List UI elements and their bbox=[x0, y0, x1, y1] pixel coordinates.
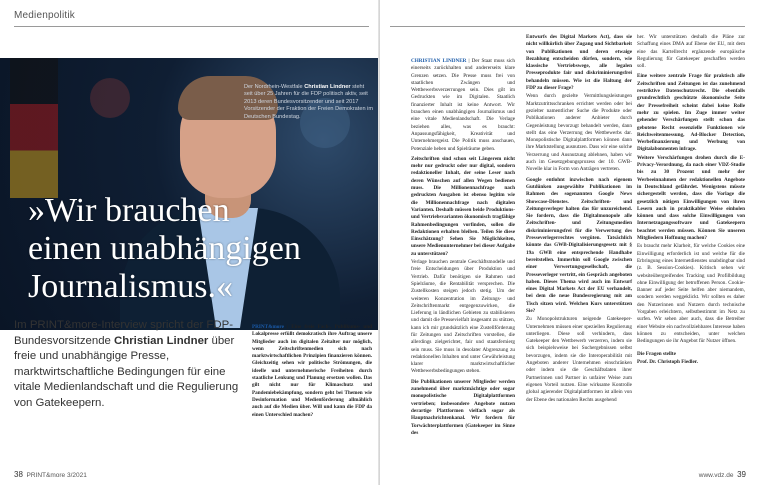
caption-text: steht seit über 25 Jahren für die FDP politisch aktiv, seit 2013 deren Bundesvorsitzender und seit 2017 Vorsitzender der Fraktion der Freien Demokraten im Deutschen Bundestag. bbox=[244, 84, 374, 120]
footer-url: www.vdz.de bbox=[698, 472, 734, 479]
page-number: 38 bbox=[14, 470, 23, 479]
question-text: | Eine freie Fach-, Publikums- und Lokalpresse erfüllt demokratisch ihre Auftrag unsere Mitglieder auch im digitalen Zeitalter nur möglich, wenn Zeitschriftenmedien sich nach marktwirtschaftlichen Prinzipien finanzieren können. Gleichzeitig sehen wir politische Strömungen, die ideelle und unternehmerische Freiheiten durch staatliche Lenkung und Planung ersetzen wollen. Das gilt nicht nur für Klimaschutz und Pandemiebekämpfung, sondern geht bei Themen wie Desinformation und Medienförderung allmählich auch auf die Medien über. Will und kann die FDP da einen Unterschied machen? bbox=[252, 324, 372, 418]
answer-text: | Der Staat muss sich einerseits zurückhalten und andererseits klare Grenzen setzen. Die Presse muss frei von staatlichen Zwängen und Wettbewerbsverzerrungen sein. Dies gilt im Gedruckten wie im Digitalen. Staatlich finanzierter Inhalt ist keine Antwort. Wir brauchen einen unabhängigen Journalismus und eine vitale Medienlandschaft. Die Verlage beziehen alles, was es braucht: Anpassungsfähigkeit, Kreativität und Unternehmergeist. Die Politik muss anschauen, Potenziale heben und Spielräume geben. bbox=[411, 58, 515, 152]
answer-paragraph: Verlage brauchen zentrale Geschäftsmodelle und freie Entscheidungen über Produktion und Vertrieb. Dafür benötigen sie Rahmen und Spielräume, die Rentabilität versprechen. Die Zustellkosten steigen jedoch stetig. Um der weiteren Konzentration im Zeitungs- und Zeitschriftenmarkt entgegenzuwirken, die Lieferung in ländlichen Gebieten zu stabilisieren und damit die Pressevielfalt insgesamt zu stützen, kann ich mir grundsätzlich eine Zustellförderung für Zeitungen und Zeitschriften vorstellen, die allerdings zielgerichtet, fair und staatsfernierg sein muss. Sie muss in desolater Abgrenzung zu redaktionellen Inhalten und unter Gewährleistung klarer marktwirtschaftlicher Wettbewerbsbedingungen stehen. bbox=[411, 259, 515, 375]
left-footer bbox=[14, 470, 87, 479]
flag-background bbox=[10, 58, 58, 198]
photo-caption bbox=[244, 84, 374, 121]
rubric-rule bbox=[390, 26, 745, 27]
intro-text: Im PRINT&more-Interview spricht der FDP-Bundesvorsitzende bbox=[14, 319, 233, 347]
interviewee-label: CHRISTIAN LINDNER bbox=[411, 58, 467, 64]
question-paragraph: Google entlohnt inzwischen nach eigenem Gutdünken ausgewählte Publikationen im Rahmen des sogenannten Google News Showcase-Dienstes. Zeitschriften- und Zeitungsverleger halten das für unzureichend. Sie fordern, dass die Digitalmonopole alle Zeitschriften- und Zeitungsmedien diskriminierungsfrei für die Verwertung des Presseverlegerrechtes vergüten. Tatsächlich könnte das GWB-Digitalisierungsgesetz mit § 19a GWB eine entsprechende Handhabe bereitstellen. Immerhin soll Google zwischen einer Verwertungsgesellschaft, die Presseverleger vertritt, ein Gespräch angeboten haben. Dieses Thema wird auch im Entwurf eines Digital Markets Act der EU verhandelt, bei dem die neue Bundesregierung mit am Tisch sitzen wird. Welchen Kurs unterstützen Sie? bbox=[526, 176, 632, 314]
answer-paragraph: Es braucht mehr Klarheit, für welche Cookies eine Einwilligung erforderlich ist und welche für die Erbringung eines Internetdienstes unabdingbar sind (z. B. Session-Cookies). Kritisch sehen wir websiteübergreifendes Tracking und Profilbildung ohne Einwilligung der betroffenen Person. Cookie-Banner auf jeder Seite helfen aber niemandem, sondern werden weggeklickt. Wir sollten es daher den Nutzerinnen und Nutzern durch technische Vorgaben erleichtern, selbstbestimmt im Netz zu surfen. Wir sehen aber auch, dass die Betreiber einer Website ein nachvollziehbares Interesse haben können zu entscheiden, unter welchen Bedingungen sie ihr Angebot für Nutzer öffnen. bbox=[637, 243, 745, 345]
article-column-1 bbox=[411, 58, 515, 438]
publication-name: PRINT&more 3/2021 bbox=[26, 472, 87, 479]
right-footer bbox=[699, 470, 746, 479]
interviewer-label: PRINT&more bbox=[252, 324, 284, 330]
question-paragraph: Eine weitere zentrale Frage für praktisch alle Zeitschriften und Zeitungen ist das zunehmend restriktive Datenschutzrecht. Die ebenfalls grundrechtlich geschützte ökonomische Seite der Pressefreiheit scheint dabei keine Rolle mehr zu spielen. Im Zuge immer weiter gehender Verschärfungen stellt schon das gebotene Recht essenzielle Funktionen wie Reichweitenmessung, Ad-Blocker Detection, Werbefinanzierung und Werbung von Digitalabonnenten infrage. bbox=[637, 73, 745, 153]
question-paragraph: Die Publikationen unserer Mitglieder werden zunehmend über marktmächtige oder sogar monopolistische Digitalplattformen vertrieben; insbesondere Angebote nutzen derartige Plattformen vielfach sogar als Hauptnachrichtenkanal. Wir fordern für Torwächterplattformen (Gatekeeper im Sinne des bbox=[411, 378, 515, 436]
headline-line: Journalismus.« bbox=[28, 268, 233, 305]
article-column-2 bbox=[526, 34, 632, 404]
page-number: 39 bbox=[737, 470, 746, 479]
caption-text: Der Nordrhein-Westfale bbox=[244, 84, 303, 90]
signature-name: Prof. Dr. Christoph Fiedler. bbox=[637, 358, 698, 365]
right-page bbox=[380, 0, 760, 485]
answer-paragraph bbox=[411, 58, 515, 153]
answer-paragraph: Wenn durch gezielte Vermittlungsleistungen Marktzutrittsschranken errichtet werden oder bei gezielter namentlicher Suche die Produkte oder Publikationen anderer Anbieter durch Gegenleistung bevorzugt behandelt werden, dann stellt das eine Verzerrung des Wettbewerbs dar. Monopolistische Digitalplattformen können dann ihre Marktstellung ausnutzen. Dass wir eine solche Verzerrung und Ausnutzung ablehnen, haben wir auch im Gesetzgebungsprozess der 10. GWB-Novelle klar in Form von Anträgen vertreten. bbox=[526, 93, 632, 173]
question-paragraph: Weitere Verschärfungen drohen durch die E-Privacy-Verordnung, da nach einer VDZ-Studie bis zu 30 Prozent und mehr der Werbeeinnahmen der redaktionellen Angebote in Deutschland gefährdet. Wenigstens müsste sichergestellt werden, dass die Vorlage die gesetzlich nötigen Einwilligungen von ihren Lesern auch in praktikabler Weise einholen können und dass solche Einwilligungen von Internetzugangssoftware und Gatekeepern beachtet werden müssen. Können Sie unseren Mitgliedern Hoffnung machen? bbox=[637, 154, 745, 242]
headline-line: einen unabhängigen bbox=[28, 230, 301, 267]
intro-paragraph bbox=[14, 318, 239, 412]
signature-label: Die Fragen stellte bbox=[637, 351, 676, 358]
question-paragraph: Zeitschriften sind schon seit Längerem nicht mehr nur gedruckt oder nur digital, sondern redaktioneller Inhalt, der seine Leser nach deren Wünschen auf allen Wegen bedienen muss. Die Millionennachfrage nach gedruckten Ausgaben ist ebenso legitim wie die Millionennachfrage nach digitalen Varianten. Deshalb müssen beide Produktions- und Vertriebsvarianten ökonomisch tragfähige Rahmenbedingungen vorfinden, sollen die Redaktionen erhalten bleiben. Teilen Sie diese Einschätzung? Sehen Sie Möglichkeiten, unsere Medienunternehmer bei dieser Aufgabe zu unterstützen? bbox=[411, 155, 515, 257]
headline-line: »Wir brauchen bbox=[28, 192, 230, 229]
answer-paragraph: Zu Monopolstrukturen neigende Gatekeeper-Unternehmen müssen einer speziellen Regulierung unterliegen. Diese soll verhindern, dass Gatekeeper den Wettbewerb verzerren, indem sie sich beispielsweise bei Suchergebnissen selbst bevorzugen, indem sie die Interoperabilität mit Angeboten anderer Unternehmen einschränken oder indem sie die Geschäftsdaten ihrer Partnerinnen und Partner in unfairer Weise zum eigenen Vorteil nutzen. Eine wirksame Kontrolle global agierender Digitalplattformen ist allein von der Ebene des nationalen Rechts ausgehend bbox=[526, 316, 632, 403]
intro-text: über freie und unabhängige Presse, marktwirtschaftliche Bedingungen für eine vitale Medienlandschaft und die Regulierung von Gatekeepern. bbox=[14, 334, 239, 409]
article-column-3 bbox=[637, 34, 745, 367]
headline-quote bbox=[28, 192, 301, 306]
answer-paragraph: her. Wir unterstützen deshalb die Pläne zur Schaffung eines DMA auf Ebene der EU, mit dem eine das Kartellrecht ergänzende europäische Regulierung für Gatekeeper geschaffen werden soll. bbox=[637, 34, 745, 70]
bokeh-light bbox=[90, 78, 130, 118]
rubric-rule bbox=[14, 26, 369, 27]
intro-name: Christian Lindner bbox=[114, 334, 209, 347]
section-rubric: Medienpolitik bbox=[14, 10, 75, 21]
question-paragraph: Entwurfs des Digital Markets Act), dass sie nicht willkürlich über Zugang und Sichtbarkeit von Publikationen und deren etwaige Bezahlung entscheiden dürfen, sondern, wie klassische Vertriebswege, alle legalen Presseprodukte fair und diskriminierungsfrei behandeln müssen. Wie ist die Haltung der FDP zu dieser Frage? bbox=[526, 34, 632, 92]
left-question-column bbox=[252, 324, 372, 419]
caption-name: Christian Lindner bbox=[304, 84, 351, 90]
